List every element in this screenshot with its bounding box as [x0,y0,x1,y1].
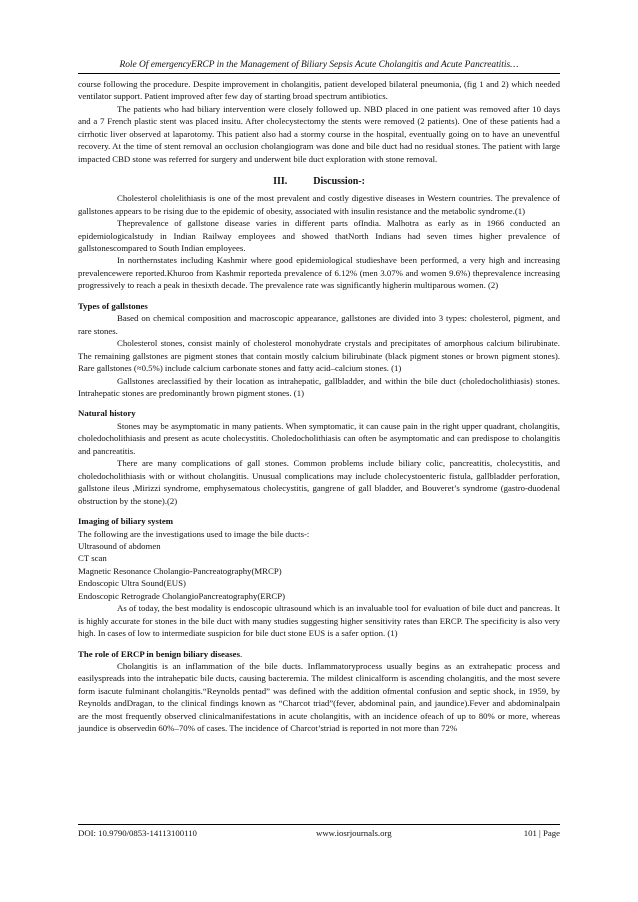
list-item: Magnetic Resonance Cholangio-Pancreatography(MRCP) [78,565,282,576]
footer-website: www.iosrjournals.org [316,828,392,838]
subheading-ercp-period: . [239,648,243,659]
paragraph: The patients who had biliary intervention were closely followed up. NBD placed in one patient was removed after 10 days and a 7 French plastic stent was placed insitu. After cholecystectomy the stents were removed (2 patients). One of these patients had a cirrhotic liver observed at laparotomy. This patient also had a stormy course in the hospital, eventually going on to have an uneventful recovery. At the time of stent removal an occlusion cholangiogram was done and bile duct had no residual stones. The patient with large impacted CBD stone was referred for surgery and underwent bile duct exploration with stone removal. [78,103,560,164]
list-item: Ultrasound of abdomen [78,540,161,551]
article-body [78,78,560,735]
paragraph: Based on chemical composition and macroscopic appearance, gallstones are divided into 3 types: cholesterol, pigment, and rare stones. [78,313,560,336]
paragraph: Gallstones areclassified by their location as intrahepatic, gallbladder, and within the bile duct (choledocholithiasis) stones. Intrahepatic stones are predominantly brown pigment stones. (1) [78,375,560,398]
paragraph: Cholesterol stones, consist mainly of cholesterol monohydrate crystals and precipitates of amorphous calcium bilirubinate. The remaining gallstones are pigment stones that contain mostly calcium bilirubinate (black pigment stones or brown pigment stones). Rare gallstones (≈0.5%) include calcium carbonate stones and fatty acid–calcium stones. (1) [78,338,560,374]
footer-page-number: 101 | Page [523,828,560,838]
list-item: Endoscopic Ultra Sound(EUS) [78,578,186,589]
paragraph: Theprevalence of gallstone disease varies in different parts ofIndia. Malhotra as early as in 1966 conducted an epidemiologicalstudy in Indian Railway employees and showed thatNorth Indians had seven times higher prevalence of gallstonescompared to South Indian employees. [78,218,560,253]
page-footer [78,824,560,839]
running-header: Role Of emergencyERCP in the Management of Biliary Sepsis Acute Cholangitis and Acute Pancreatitis… [78,59,560,74]
section-title: Discussion-: [313,176,365,188]
paragraph: Cholangitis is an inflammation of the bile ducts. Inflammatoryprocess usually begins as an extrahepatic process and easilyspreads into the intrahepatic bile ducts, causing bacteremia. The mildest clinicalform is ascending cholangitis, and the most severe form isacute fulminant cholangitis.“Reynolds pentad” was defined with the addition ofmental confusion and septic shock, in 1959, by Reynolds andDragan, to the clinical findings known as “Charcot triad”(fever, abdominal pain, and jaundice).Fever and abdominalpain are the most frequently observed clinicalmanifestations in acute cholangitis, with an incidence ofeach of up to 80% or more, whereas jaundice is observedin 60%–70% of cases. The incidence of Charcot’striad is reported in not more than 72% [78,661,560,734]
list-item: Endoscopic Retrograde CholangioPancreatography(ERCP) [78,590,286,601]
imaging-intro: The following are the investigations used to image the bile ducts-: [78,528,310,539]
paragraph: As of today, the best modality is endoscopic ultrasound which is an invaluable tool for evaluation of bile duct and pancreas. It is highly accurate for stones in the bile duct with many studies suggesting higher sensitivity rates than ERCP. The specificity is also very high. In cases of low to intermediate suspicion for bile duct stone EUS is a safer option. (1) [78,603,560,639]
subheading-imaging: Imaging of biliary system [78,516,174,527]
subheading-ercp [78,648,560,660]
subheading-types: Types of gallstones [78,300,148,311]
footer-doi: DOI: 10.9790/0853-14113100110 [78,828,197,838]
paragraph: Stones may be asymptomatic in many patients. When symptomatic, it can cause pain in the right upper quadrant, cholangitis, choledocholithiasis and present as acute cholecystitis. Choledocholithiasis can often be asymptomatic and can predispose to cholangitis and pancreatitis. [78,420,560,456]
paragraph: In northernstates including Kashmir where good epidemiological studieshave been performed, a very high and increasing prevalencewere reported.Khuroo from Kashmir reporteda prevalence of 6.12% (men 3.07% and women 9.6%) theprevalence increasing progressively to reach a peak in thesixth decade. The prevalence rate was significantly higherin multiparous women. (2) [78,255,560,291]
list-item: CT scan [78,553,107,564]
paragraph: There are many complications of gall stones. Common problems include biliary colic, pancreatitis, cholecystitis, and choledocholithiasis with or without cholangitis. Unusual complications may include cholecystoenteric fistula, gallbladder perforation, gallstone ileus ,Mirizzi syndrome, emphysematous cholecystitis, gangrene of gall bladder, and Bouveret’s syndrome (gastro-duodenal obstruction by the stone).(2) [78,458,560,506]
paragraph: Cholesterol cholelithiasis is one of the most prevalent and costly digestive diseases in Western countries. The prevalence of gallstones appears to be rising due to the epidemic of obesity, associated with insulin resistance and the metabolic syndrome.(1) [78,193,560,216]
section-number: III. [273,176,288,188]
subheading-ercp-text: The role of ERCP in benign biliary diseases [78,648,240,659]
subheading-natural-history: Natural history [78,408,136,419]
section-heading [78,175,560,188]
paragraph: course following the procedure. Despite improvement in cholangitis, patient developed bilateral pneumonia, (fig 1 and 2) which needed ventilator support. Patient improved after few day of starting broad spectrum antibiotics. [78,79,560,102]
